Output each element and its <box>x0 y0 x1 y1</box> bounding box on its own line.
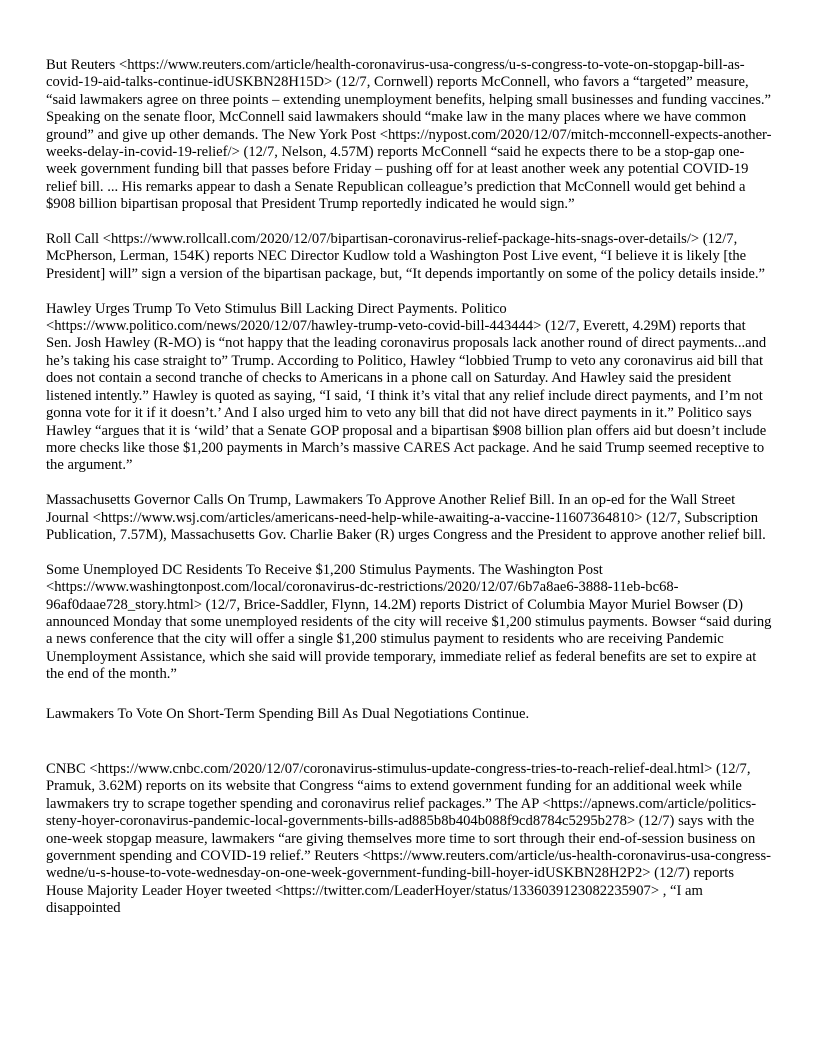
paragraph-reuters-mcconnell: But Reuters <https://www.reuters.com/article/health-coronavirus-usa-congress/u-s-congress-to-vote-on-stopgap-bill-as-covid-19-aid-talks-continue-idUSKBN28H15D> (12/7, Cornwell) reports McConnell, who favors a “targeted” measure, “said lawmakers agree on three points – extending unemployment benefits, helping small businesses and funding vaccines.” Speaking on the senate floor, McConnell said lawmakers should “make law in the many places where we have common ground” and give up other demands. The New York Post <https://nypost.com/2020/12/07/mitch-mcconnell-expects-another-weeks-delay-in-covid-19-relief/> (12/7, Nelson, 4.57M) reports McConnell “said he expects there to be a stop-gap one-week government funding bill that passes before Friday – pushing off for at least another week any potential COVID-19 relief bill. ... His remarks appear to dash a Senate Republican colleague’s prediction that McConnell would get behind a $908 billion bipartisan proposal that President Trump reportedly indicated he would sign.” <box>46 57 772 213</box>
paragraph-cnbc-stopgap: CNBC <https://www.cnbc.com/2020/12/07/coronavirus-stimulus-update-congress-tries-to-reach-relief-deal.html> (12/7, Pramuk, 3.62M) reports on its website that Congress “aims to extend government funding for an additional week while lawmakers try to scrape together spending and coronavirus relief packages.” The AP <https://apnews.com/article/politics-steny-hoyer-coronavirus-pandemic-local-governments-bills-ad885b8b404b088f9cd8784c5295b278> (12/7) says with the one-week stopgap measure, lawmakers “are giving themselves more time to sort through their end-of-session business on government spending and COVID-19 relief.” Reuters <https://www.reuters.com/article/us-health-coronavirus-usa-congress-wedne/u-s-house-to-vote-wednesday-on-one-week-government-funding-bill-hoyer-idUSKBN28H2P2> (12/7) reports House Majority Leader Hoyer tweeted <https://twitter.com/LeaderHoyer/status/1336039123082235907> , “I am disappointed <box>46 760 771 917</box>
paragraph-hawley-veto: Hawley Urges Trump To Veto Stimulus Bill Lacking Direct Payments. Politico <https://www.politico.com/news/2020/12/07/hawley-trump-veto-covid-bill-443444> (12/7, Everett, 4.29M) reports that Sen. Josh Hawley (R-MO) is “not happy that the leading coronavirus proposals lack another round of direct payments...and he’s taking his case straight to” Trump. According to Politico, Hawley “lobbied Trump to veto any coronavirus aid bill that does not contain a second tranche of checks to Americans in a phone call on Saturday. And Hawley said the president listened intently.” Hawley is quoted as saying, “I said, ‘I think it’s vital that any relief include direct payments, and I’m not gonna vote for it if it doesn’t.’ And I also urged him to veto any bill that did not have direct payments in it.” Politico says Hawley “argues that it is ‘wild’ that a Senate GOP proposal and a bipartisan $908 billion plan offers aid but doesn’t include more checks like those $1,200 payments in March’s massive CARES Act package. And he said Trump seemed receptive to the argument.” <box>46 300 767 474</box>
paragraph-roll-call-kudlow: Roll Call <https://www.rollcall.com/2020/12/07/bipartisan-coronavirus-relief-package-hits-snags-over-details/> (12/7, McPherson, Lerman, 154K) reports NEC Director Kudlow told a Washington Post Live event, “I believe it is likely [the President] will” sign a version of the bipartisan package, but, “It depends importantly on some of the policy details inside.” <box>46 231 765 282</box>
section-heading: Lawmakers To Vote On Short-Term Spending Bill As Dual Negotiations Continue. <box>46 705 530 722</box>
document-page <box>46 57 772 935</box>
paragraph-massachusetts-governor: Massachusetts Governor Calls On Trump, Lawmakers To Approve Another Relief Bill. In an op-ed for the Wall Street Journal <https://www.wsj.com/articles/americans-need-help-while-awaiting-a-vaccine-11607364810> (12/7, Subscription Publication, 7.57M), Massachusetts Gov. Charlie Baker (R) urges Congress and the President to approve another relief bill. <box>46 492 766 543</box>
paragraph-dc-stimulus: Some Unemployed DC Residents To Receive $1,200 Stimulus Payments. The Washington Post <https://www.washingtonpost.com/local/coronavirus-dc-restrictions/2020/12/07/6b7a8ae6-3888-11eb-bc68-96af0daae728_story.html> (12/7, Brice-Saddler, Flynn, 14.2M) reports District of Columbia Mayor Muriel Bowser (D) announced Monday that some unemployed residents of the city will receive $1,200 stimulus payments. Bowser “said during a news conference that the city will offer a single $1,200 stimulus payment to residents who are receiving Pandemic Unemployment Assistance, which she said will provide temporary, immediate relief as federal benefits are set to expire at the end of the month.” <box>46 561 772 683</box>
